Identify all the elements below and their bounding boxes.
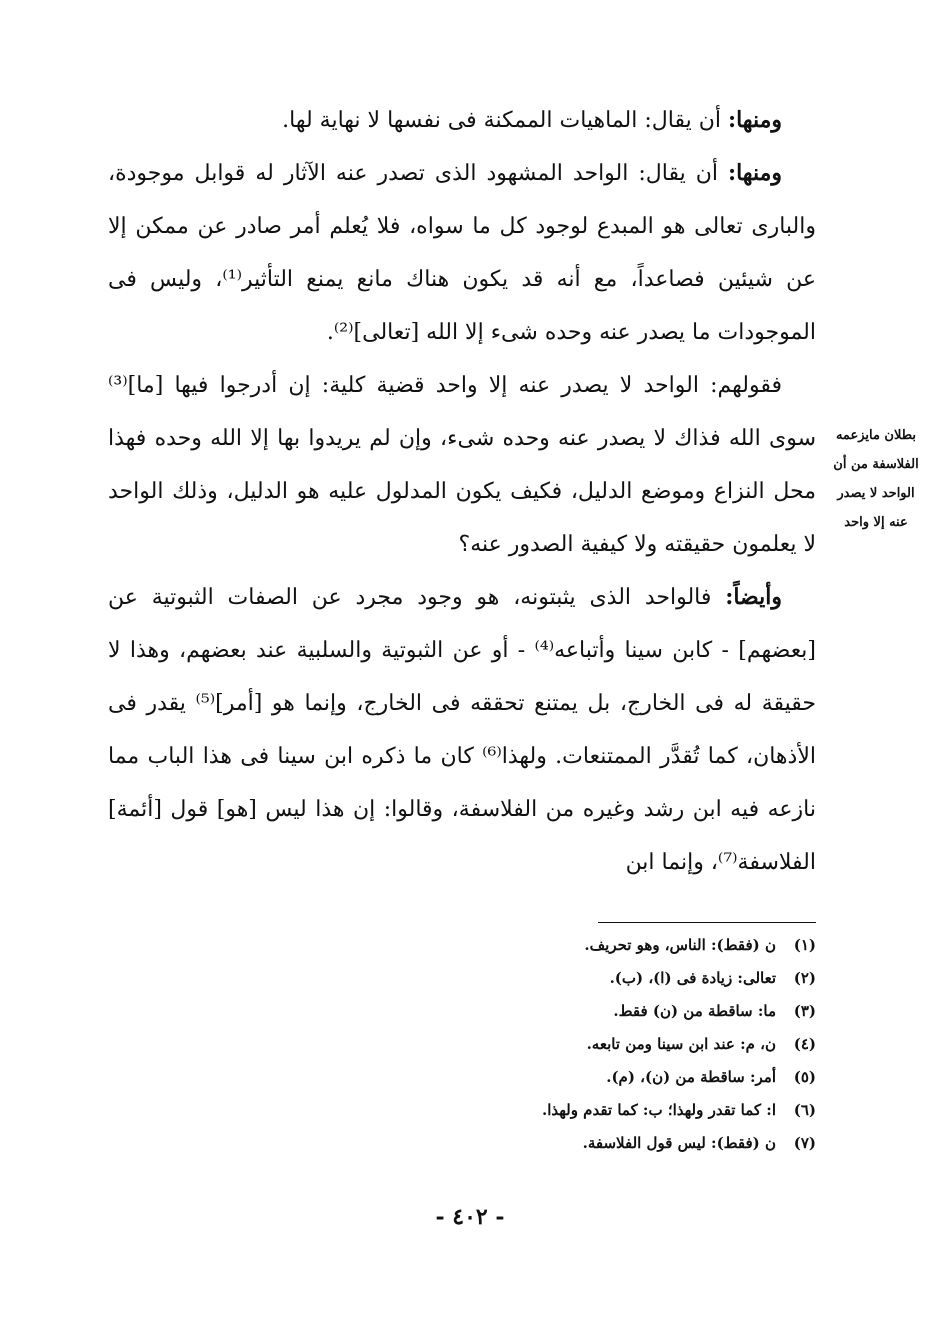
footnote xyxy=(108,929,816,962)
margin-note-line: عنه إلا واحد xyxy=(844,515,908,530)
footnote-divider xyxy=(598,922,816,923)
footnote xyxy=(108,995,816,1028)
paragraph-text: فالواحد الذى يثبتونه، هو وجود مجرد عن الصفات الثبوتية عن [بعضهم] - كابن سينا وأتباعه⁽⁴⁾ - أو عن الثبوتية والسلبية عند بعضهم، وهذا لا حقيقة له فى الخارج، بل يمتنع تحققه فى الخارج، وإنما هو [أمر]⁽⁵⁾ يقدر فى الأذهان، كما تُقدَّر الممتنعات. ولهذا⁽⁶⁾ كان ما ذكره ابن سينا فى هذا الباب مما نازعه فيه ابن رشد وغيره من الفلاسفة، وقالوا: إن هذا ليس [هو] قول [أئمة] الفلاسفة⁽⁷⁾، وإنما ابن xyxy=(108,585,817,875)
paragraph xyxy=(108,571,816,889)
margin-note-line: بطلان مايزعمه xyxy=(835,428,917,443)
paragraph-lead: ومنها: xyxy=(727,107,782,133)
footnote-number: (٧) xyxy=(793,1134,816,1152)
footnote-text: أمر: ساقطة من (ن)، (م). xyxy=(606,1068,776,1086)
footnote xyxy=(108,1061,816,1094)
paragraph-lead: وأيضاً: xyxy=(725,584,782,610)
footnote-text: ن (فقط): ليس قول الفلاسفة. xyxy=(582,1134,776,1152)
footnote-number: (٣) xyxy=(793,1002,816,1020)
paragraph-text: أن يقال: الماهيات الممكنة فى نفسها لا نهاية لها. xyxy=(282,108,728,133)
paragraph-lead: ومنها: xyxy=(727,160,782,186)
margin-note xyxy=(822,421,930,537)
footnote-text: ن (فقط): الناس، وهو تحريف. xyxy=(584,936,776,954)
footnote-number: (٤) xyxy=(793,1035,816,1053)
paragraph-text: أن يقال: الواحد المشهود الذى تصدر عنه الآثار له قوابل موجودة، والبارى تعالى هو المبدع لوجود كل ما سواه، فلا يُعلم أمر صادر عن ممكن إلا عن شيئين فصاعداً، مع أنه قد يكون هناك مانع يمنع التأثير⁽¹⁾، وليس فى الموجودات ما يصدر عنه وحده شىء إلا الله [تعالى]⁽²⁾. xyxy=(108,161,817,345)
footnote-number: (١) xyxy=(793,936,816,954)
margin-note-line: الفلاسفة من أن xyxy=(833,457,919,472)
footnote-number: (٦) xyxy=(793,1101,816,1119)
footnote xyxy=(108,962,816,995)
footnote xyxy=(108,1028,816,1061)
paragraph xyxy=(108,147,816,359)
page-number: - ٤٠٢ - xyxy=(435,1204,505,1230)
footnote-text: ا: كما تقدر ولهذا؛ ب: كما تقدم ولهذا. xyxy=(541,1101,776,1119)
footnote xyxy=(108,1094,816,1127)
footnote xyxy=(108,1127,816,1160)
footnotes xyxy=(108,929,816,1160)
main-text xyxy=(108,94,816,889)
footnote-text: ما: ساقطة من (ن) فقط. xyxy=(613,1002,776,1020)
paragraph xyxy=(108,359,816,571)
footnote-number: (٥) xyxy=(793,1068,816,1086)
paragraph-text: فقولهم: الواحد لا يصدر عنه إلا واحد قضية كلية: إن أدرجوا فيها [ما]⁽³⁾ سوى الله فذاك لا يصدر عنه وحده شىء، وإن لم يريدوا بها إلا الله وحده فهذا محل النزاع وموضع الدليل، فكيف يكون المدلول عليه هو الدليل، وذلك الواحد لا يعلمون حقيقته ولا كيفية الصدور عنه؟ xyxy=(108,373,816,557)
paragraph xyxy=(108,94,816,147)
margin-note-line: الواحد لا يصدر xyxy=(837,486,915,501)
footnote-text: ن، م: عند ابن سينا ومن تابعه. xyxy=(586,1035,776,1053)
footnote-number: (٢) xyxy=(793,969,816,987)
footnote-text: تعالى: زيادة فى (ا)، (ب). xyxy=(609,969,776,987)
